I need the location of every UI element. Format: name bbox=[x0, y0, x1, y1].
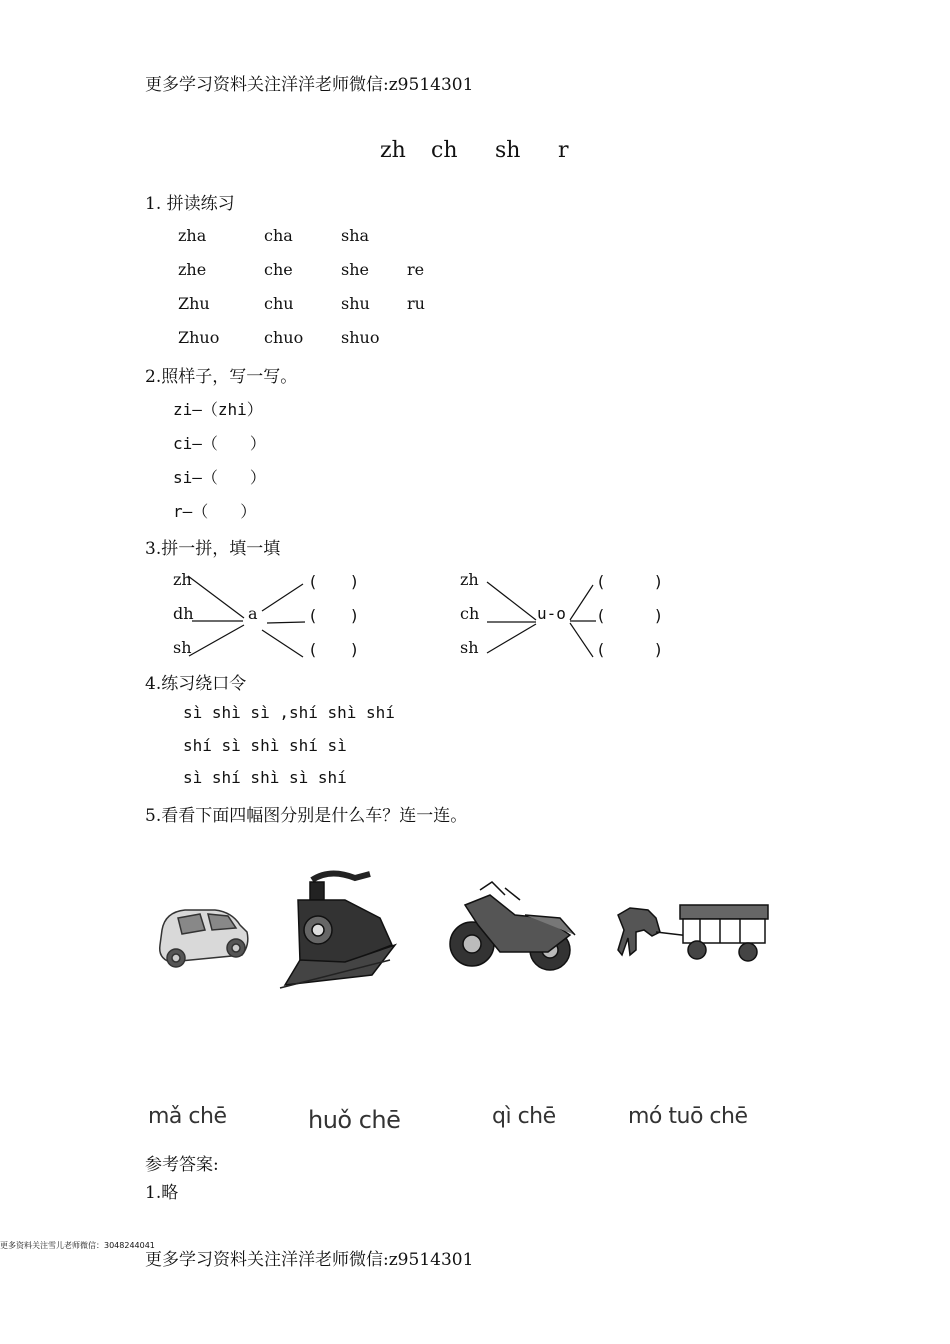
blank: ( ) bbox=[308, 640, 360, 659]
motorcycle-picture bbox=[450, 882, 575, 970]
vehicle-label: mó tuō chē bbox=[628, 1104, 748, 1129]
blank: ( ) bbox=[596, 606, 664, 625]
initial-label: sh bbox=[460, 638, 479, 657]
final-label: a bbox=[248, 604, 258, 623]
pinyin-cell: re bbox=[407, 260, 425, 279]
initial-label: sh bbox=[173, 638, 192, 657]
pinyin-cell: zhe bbox=[178, 260, 207, 279]
answers-heading: 参考答案: bbox=[145, 1155, 219, 1175]
tongue-twister-line: sì shì sì ,shí shì shí bbox=[183, 703, 395, 722]
page-title-ch: ch bbox=[431, 138, 458, 163]
blank: ( ) bbox=[596, 572, 664, 591]
tongue-twister-line: sì shí shì sì shí bbox=[183, 768, 347, 787]
pinyin-cell: ru bbox=[407, 294, 425, 313]
blank: ( ) bbox=[596, 640, 664, 659]
vehicle-label: qì chē bbox=[492, 1104, 556, 1129]
pinyin-cell: she bbox=[341, 260, 369, 279]
fill-line: r—（ ） bbox=[173, 502, 257, 521]
page-title-sh: sh bbox=[495, 138, 521, 163]
pinyin-cell: cha bbox=[264, 226, 293, 245]
initial-label: zh bbox=[460, 570, 479, 589]
vehicle-label: huǒ chē bbox=[308, 1106, 401, 1134]
initial-label: dh bbox=[173, 604, 194, 623]
header-note: 更多学习资料关注洋洋老师微信:z9514301 bbox=[145, 75, 474, 95]
blank: ( ) bbox=[308, 606, 360, 625]
answer-1: 1.略 bbox=[145, 1183, 179, 1203]
example-line: zi—（zhi） bbox=[173, 400, 263, 419]
pinyin-cell: che bbox=[264, 260, 293, 279]
initial-label: zh bbox=[173, 570, 192, 589]
horse-cart-picture bbox=[618, 905, 768, 961]
pinyin-cell: shuo bbox=[341, 328, 380, 347]
section-1-heading: 1. 拼读练习 bbox=[145, 194, 235, 214]
footer-note: 更多学习资料关注洋洋老师微信:z9514301 bbox=[145, 1250, 474, 1270]
final-label: u-o bbox=[537, 604, 566, 623]
pinyin-cell: Zhu bbox=[178, 294, 210, 313]
fill-line: ci—（ ） bbox=[173, 434, 266, 453]
pinyin-cell: Zhuo bbox=[178, 328, 220, 347]
pinyin-cell: zha bbox=[178, 226, 207, 245]
pinyin-cell: sha bbox=[341, 226, 370, 245]
initial-label: ch bbox=[460, 604, 480, 623]
section-5-heading: 5.看看下面四幅图分别是什么车？连一连。 bbox=[145, 806, 468, 826]
car-picture bbox=[160, 910, 248, 967]
train-picture bbox=[280, 873, 395, 988]
section-4-heading: 4.练习绕口令 bbox=[145, 674, 247, 694]
blank: ( ) bbox=[308, 572, 360, 591]
footer-small-note: 更多资料关注雪儿老师微信：3048244041 bbox=[0, 1241, 155, 1250]
vehicle-label: mǎ chē bbox=[148, 1104, 227, 1129]
section-2-heading: 2.照样子，写一写。 bbox=[145, 367, 298, 387]
page-title-r: r bbox=[558, 138, 569, 163]
pinyin-cell: chu bbox=[264, 294, 294, 313]
tongue-twister-line: shí sì shì shí sì bbox=[183, 736, 347, 755]
pinyin-cell: chuo bbox=[264, 328, 304, 347]
section-3-heading: 3.拼一拼，填一填 bbox=[145, 539, 281, 559]
fill-line: si—（ ） bbox=[173, 468, 266, 487]
pinyin-cell: shu bbox=[341, 294, 370, 313]
page-title-zh: zh bbox=[380, 138, 406, 163]
